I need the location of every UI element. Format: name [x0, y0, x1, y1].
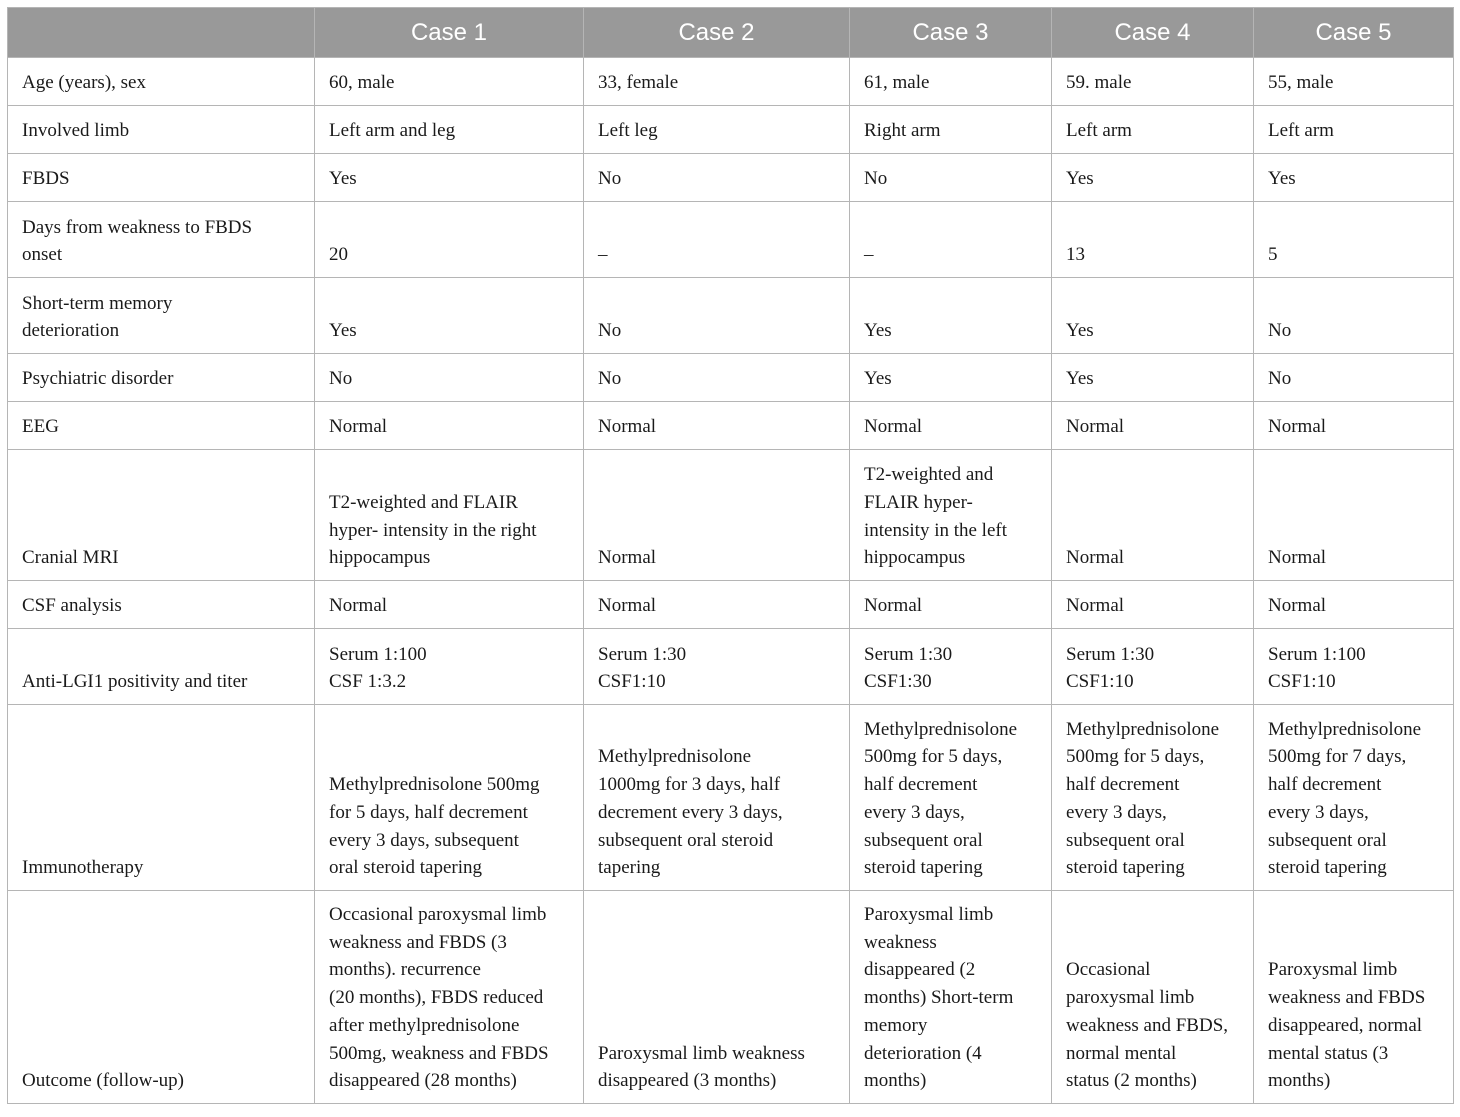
- row-label: Days from weakness to FBDS onset: [8, 202, 315, 278]
- table-cell: Normal: [1052, 581, 1254, 629]
- header-corner-cell: [8, 8, 315, 58]
- table-cell: Yes: [1052, 354, 1254, 402]
- table-cell: No: [850, 154, 1052, 202]
- table-cell: Left arm: [1254, 106, 1454, 154]
- table-cell: Yes: [850, 354, 1052, 402]
- table-cell: Normal: [315, 581, 584, 629]
- table-cell: Serum 1:100 CSF1:10: [1254, 629, 1454, 705]
- table-cell: Normal: [1254, 402, 1454, 450]
- table-cell: Yes: [1052, 278, 1254, 354]
- table-cell: 20: [315, 202, 584, 278]
- row-label: Outcome (follow-up): [8, 891, 315, 1104]
- table-cell: Methylprednisolone 500mg for 5 days, half decrement every 3 days, subsequent oral steroid tapering: [850, 705, 1052, 891]
- table-row: [8, 354, 1454, 402]
- row-label: Involved limb: [8, 106, 315, 154]
- table-cell: Paroxysmal limb weakness disappeared (3 months): [584, 891, 850, 1104]
- table-cell: Yes: [850, 278, 1052, 354]
- table-cell: Yes: [315, 154, 584, 202]
- row-label: Age (years), sex: [8, 58, 315, 106]
- row-label: CSF analysis: [8, 581, 315, 629]
- table-cell: Normal: [850, 581, 1052, 629]
- table-row: [8, 402, 1454, 450]
- table-cell: 13: [1052, 202, 1254, 278]
- table-cell: 5: [1254, 202, 1454, 278]
- table-row: [8, 705, 1454, 891]
- table-cell: Methylprednisolone 500mg for 5 days, half decrement every 3 days, subsequent oral steroid tapering: [315, 705, 584, 891]
- table-cell: Normal: [850, 402, 1052, 450]
- row-label: FBDS: [8, 154, 315, 202]
- table-cell: Paroxysmal limb weakness and FBDS disappeared, normal mental status (3 months): [1254, 891, 1454, 1104]
- table-cell: Serum 1:100 CSF 1:3.2: [315, 629, 584, 705]
- table-cell: Left arm and leg: [315, 106, 584, 154]
- table-cell: Serum 1:30 CSF1:10: [584, 629, 850, 705]
- table-cell: T2-weighted and FLAIR hyper- intensity in the right hippocampus: [315, 450, 584, 581]
- table-cell: Left leg: [584, 106, 850, 154]
- table-row: [8, 581, 1454, 629]
- row-label: Cranial MRI: [8, 450, 315, 581]
- table-cell: No: [1254, 278, 1454, 354]
- table-cell: –: [850, 202, 1052, 278]
- row-label: Immunotherapy: [8, 705, 315, 891]
- case-comparison-table-container: [7, 7, 1453, 1104]
- table-cell: Occasional paroxysmal limb weakness and FBDS (3 months). recurrence (20 months), FBDS reduced after methylprednisolone 500mg, weakness and FBDS disappeared (28 months): [315, 891, 584, 1104]
- table-cell: Serum 1:30 CSF1:10: [1052, 629, 1254, 705]
- table-cell: No: [584, 278, 850, 354]
- table-cell: Normal: [315, 402, 584, 450]
- table-cell: Yes: [1052, 154, 1254, 202]
- table-row: [8, 891, 1454, 1104]
- table-row: [8, 58, 1454, 106]
- table-row: [8, 629, 1454, 705]
- header-row: [8, 8, 1454, 58]
- header-case-4: Case 4: [1052, 8, 1254, 58]
- table-row: [8, 106, 1454, 154]
- table-cell: Normal: [1254, 581, 1454, 629]
- table-cell: –: [584, 202, 850, 278]
- table-cell: No: [584, 154, 850, 202]
- table-cell: Left arm: [1052, 106, 1254, 154]
- table-cell: Normal: [584, 581, 850, 629]
- table-cell: No: [584, 354, 850, 402]
- table-cell: Serum 1:30 CSF1:30: [850, 629, 1052, 705]
- table-cell: Normal: [584, 402, 850, 450]
- table-row: [8, 202, 1454, 278]
- case-comparison-table: [7, 7, 1454, 1104]
- table-cell: No: [315, 354, 584, 402]
- table-header: [8, 8, 1454, 58]
- row-label: Psychiatric disorder: [8, 354, 315, 402]
- table-cell: Normal: [1052, 402, 1254, 450]
- table-cell: 60, male: [315, 58, 584, 106]
- table-cell: 55, male: [1254, 58, 1454, 106]
- row-label: Short-term memory deterioration: [8, 278, 315, 354]
- table-cell: Normal: [1052, 450, 1254, 581]
- table-row: [8, 278, 1454, 354]
- header-case-3: Case 3: [850, 8, 1052, 58]
- table-cell: T2-weighted and FLAIR hyper- intensity in the left hippocampus: [850, 450, 1052, 581]
- table-cell: Methylprednisolone 500mg for 5 days, half decrement every 3 days, subsequent oral steroid tapering: [1052, 705, 1254, 891]
- table-row: [8, 450, 1454, 581]
- table-row: [8, 154, 1454, 202]
- table-cell: Methylprednisolone 1000mg for 3 days, half decrement every 3 days, subsequent oral steroid tapering: [584, 705, 850, 891]
- table-cell: Normal: [584, 450, 850, 581]
- row-label: EEG: [8, 402, 315, 450]
- table-cell: Methylprednisolone 500mg for 7 days, half decrement every 3 days, subsequent oral steroid tapering: [1254, 705, 1454, 891]
- table-cell: 33, female: [584, 58, 850, 106]
- table-cell: Yes: [1254, 154, 1454, 202]
- table-cell: Occasional paroxysmal limb weakness and FBDS, normal mental status (2 months): [1052, 891, 1254, 1104]
- table-cell: Yes: [315, 278, 584, 354]
- header-case-2: Case 2: [584, 8, 850, 58]
- table-body: [8, 58, 1454, 1104]
- table-cell: No: [1254, 354, 1454, 402]
- header-case-5: Case 5: [1254, 8, 1454, 58]
- table-cell: 59. male: [1052, 58, 1254, 106]
- table-cell: Paroxysmal limb weakness disappeared (2 months) Short-term memory deterioration (4 months): [850, 891, 1052, 1104]
- row-label: Anti-LGI1 positivity and titer: [8, 629, 315, 705]
- header-case-1: Case 1: [315, 8, 584, 58]
- table-cell: 61, male: [850, 58, 1052, 106]
- table-cell: Right arm: [850, 106, 1052, 154]
- table-cell: Normal: [1254, 450, 1454, 581]
